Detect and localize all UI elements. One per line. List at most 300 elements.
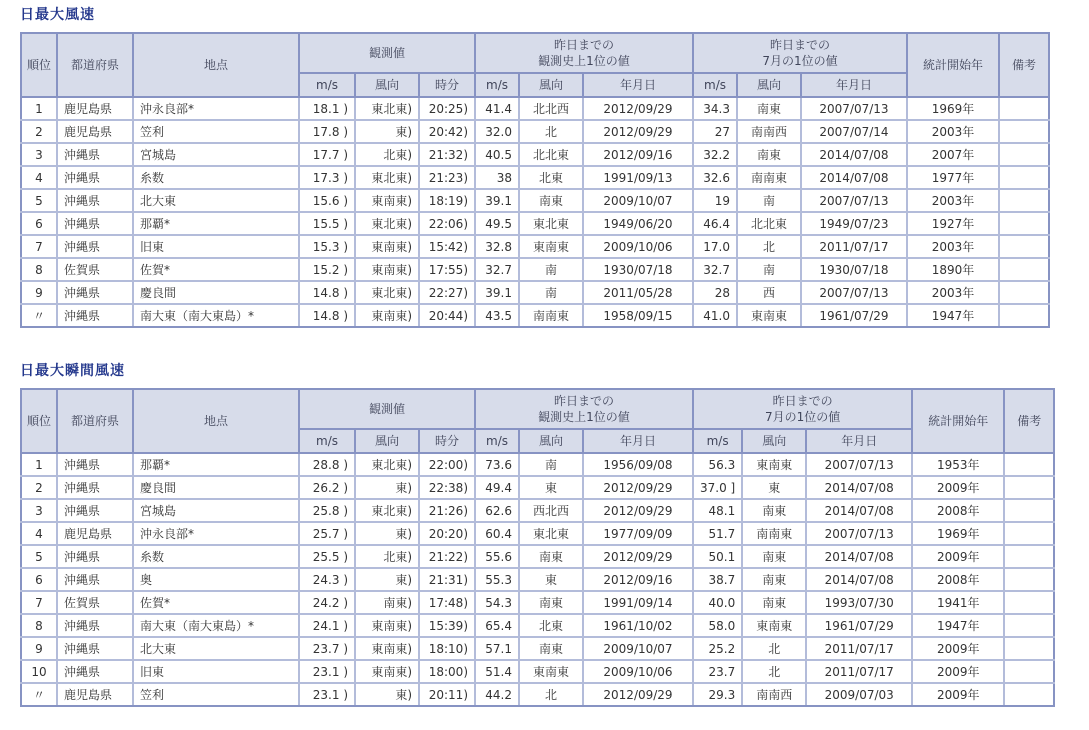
cell-record-date: 1949/06/20 — [583, 212, 693, 235]
cell-july-ms: 46.4 — [693, 212, 737, 235]
cell-start-year: 2009年 — [912, 476, 1004, 499]
cell-record-direction: 南 — [519, 281, 583, 304]
cell-july-direction: 南南西 — [737, 120, 801, 143]
cell-july-ms: 23.7 — [693, 660, 742, 683]
subheader-record-ms: m/s — [475, 73, 519, 97]
cell-remarks — [999, 235, 1049, 258]
col-header-prefecture: 都道府県 — [57, 389, 133, 453]
cell-remarks — [1004, 614, 1054, 637]
cell-observed-ms: 25.8 ) — [299, 499, 355, 522]
cell-july-date: 1961/07/29 — [801, 304, 907, 327]
cell-remarks — [1004, 683, 1054, 706]
section-daily-max-wind-speed — [20, 4, 1089, 328]
cell-rank: 3 — [21, 499, 57, 522]
table-title-daily-max-wind-speed: 日最大風速 — [20, 7, 95, 23]
record-group-line2: 観測史上1位の値 — [538, 54, 630, 68]
subheader-july-direction: 風向 — [737, 73, 801, 97]
cell-remarks — [1004, 637, 1054, 660]
cell-july-ms: 41.0 — [693, 304, 737, 327]
cell-prefecture: 沖縄県 — [57, 545, 133, 568]
cell-record-ms: 38 — [475, 166, 519, 189]
cell-july-direction: 東南東 — [742, 453, 806, 476]
cell-prefecture: 沖縄県 — [57, 143, 133, 166]
cell-remarks — [1004, 522, 1054, 545]
cell-start-year: 2009年 — [912, 637, 1004, 660]
cell-july-direction: 南 — [737, 258, 801, 281]
cell-start-year: 2009年 — [912, 660, 1004, 683]
subheader-observed-ms: m/s — [299, 429, 355, 453]
cell-remarks — [999, 120, 1049, 143]
cell-record-direction: 南東 — [519, 545, 583, 568]
cell-observed-direction: 東) — [355, 476, 419, 499]
cell-rank: 1 — [21, 97, 57, 120]
cell-start-year: 2003年 — [907, 189, 999, 212]
cell-observed-ms: 14.8 ) — [299, 304, 355, 327]
cell-station: 沖永良部* — [133, 522, 299, 545]
cell-july-direction: 北北東 — [737, 212, 801, 235]
cell-observed-time: 17:55) — [419, 258, 475, 281]
cell-record-ms: 60.4 — [475, 522, 519, 545]
cell-record-ms: 39.1 — [475, 189, 519, 212]
cell-observed-time: 21:22) — [419, 545, 475, 568]
cell-observed-ms: 26.2 ) — [299, 476, 355, 499]
cell-remarks — [999, 189, 1049, 212]
cell-prefecture: 沖縄県 — [57, 568, 133, 591]
section-daily-max-gust-speed — [20, 360, 1089, 707]
cell-record-ms: 65.4 — [475, 614, 519, 637]
cell-july-direction: 南南東 — [742, 522, 806, 545]
cell-remarks — [999, 281, 1049, 304]
col-header-prefecture: 都道府県 — [57, 33, 133, 97]
cell-record-direction: 北 — [519, 683, 583, 706]
cell-observed-direction: 東北東) — [355, 97, 419, 120]
cell-july-direction: 北 — [737, 235, 801, 258]
table-row — [21, 189, 1049, 212]
table-row — [21, 235, 1049, 258]
cell-record-date: 1930/07/18 — [583, 258, 693, 281]
subheader-observed-time: 時分 — [419, 429, 475, 453]
cell-july-ms: 29.3 — [693, 683, 742, 706]
cell-station: 佐賀* — [133, 591, 299, 614]
table-row — [21, 614, 1054, 637]
cell-july-direction: 北 — [742, 660, 806, 683]
cell-july-date: 2007/07/13 — [806, 453, 912, 476]
cell-july-ms: 19 — [693, 189, 737, 212]
cell-record-direction: 東南東 — [519, 660, 583, 683]
cell-start-year: 2009年 — [912, 545, 1004, 568]
cell-rank: 3 — [21, 143, 57, 166]
cell-station: 佐賀* — [133, 258, 299, 281]
cell-record-ms: 54.3 — [475, 591, 519, 614]
cell-record-date: 1961/10/02 — [583, 614, 693, 637]
cell-july-ms: 17.0 — [693, 235, 737, 258]
col-header-station: 地点 — [133, 389, 299, 453]
table-row — [21, 120, 1049, 143]
col-group-record — [475, 33, 693, 73]
subheader-observed-direction: 風向 — [355, 429, 419, 453]
cell-observed-ms: 17.7 ) — [299, 143, 355, 166]
cell-july-ms: 34.3 — [693, 97, 737, 120]
cell-observed-ms: 23.1 ) — [299, 683, 355, 706]
cell-observed-direction: 東) — [355, 522, 419, 545]
col-header-start-year: 統計開始年 — [912, 389, 1004, 453]
daily-max-wind-speed-table — [20, 32, 1050, 328]
cell-july-date: 2007/07/14 — [801, 120, 907, 143]
cell-july-date: 2007/07/13 — [801, 189, 907, 212]
july-group-line1: 昨日までの — [769, 37, 830, 52]
cell-station: 笠利 — [133, 120, 299, 143]
col-group-july — [693, 33, 907, 73]
cell-observed-time: 21:31) — [419, 568, 475, 591]
record-group-line2: 観測史上1位の値 — [538, 410, 630, 424]
cell-july-direction: 南東 — [742, 591, 806, 614]
table-row — [21, 212, 1049, 235]
cell-july-direction: 南東 — [742, 545, 806, 568]
cell-start-year: 2003年 — [907, 120, 999, 143]
cell-record-ms: 32.0 — [475, 120, 519, 143]
subheader-july-direction: 風向 — [742, 429, 806, 453]
cell-july-direction: 南南東 — [737, 166, 801, 189]
cell-observed-ms: 28.8 ) — [299, 453, 355, 476]
cell-observed-ms: 14.8 ) — [299, 281, 355, 304]
cell-start-year: 1977年 — [907, 166, 999, 189]
cell-station: 北大東 — [133, 637, 299, 660]
cell-observed-direction: 北東) — [355, 143, 419, 166]
cell-july-date: 2014/07/08 — [806, 499, 912, 522]
cell-july-date: 2011/07/17 — [806, 637, 912, 660]
cell-observed-ms: 24.2 ) — [299, 591, 355, 614]
cell-observed-time: 18:00) — [419, 660, 475, 683]
cell-observed-ms: 24.1 ) — [299, 614, 355, 637]
cell-observed-direction: 東南東) — [355, 304, 419, 327]
cell-prefecture: 沖縄県 — [57, 637, 133, 660]
cell-july-date: 2014/07/08 — [806, 545, 912, 568]
cell-observed-time: 21:32) — [419, 143, 475, 166]
col-header-station: 地点 — [133, 33, 299, 97]
cell-july-date: 1993/07/30 — [806, 591, 912, 614]
cell-start-year: 1941年 — [912, 591, 1004, 614]
cell-july-direction: 南東 — [742, 568, 806, 591]
cell-july-direction: 南南西 — [742, 683, 806, 706]
cell-prefecture: 沖縄県 — [57, 304, 133, 327]
cell-observed-ms: 15.6 ) — [299, 189, 355, 212]
table-row — [21, 499, 1054, 522]
cell-record-ms: 73.6 — [475, 453, 519, 476]
cell-rank: 8 — [21, 258, 57, 281]
cell-station: 南大東（南大東島）* — [133, 304, 299, 327]
cell-station: 慶良間 — [133, 476, 299, 499]
cell-observed-ms: 18.1 ) — [299, 97, 355, 120]
cell-observed-direction: 東) — [355, 568, 419, 591]
cell-rank: 6 — [21, 568, 57, 591]
cell-observed-direction: 東南東) — [355, 614, 419, 637]
cell-record-direction: 北東 — [519, 166, 583, 189]
cell-observed-time: 15:42) — [419, 235, 475, 258]
cell-rank: 〃 — [21, 683, 57, 706]
cell-remarks — [999, 97, 1049, 120]
cell-record-direction: 北北東 — [519, 143, 583, 166]
cell-record-direction: 北東 — [519, 614, 583, 637]
cell-record-direction: 西北西 — [519, 499, 583, 522]
cell-station: 北大東 — [133, 189, 299, 212]
cell-record-date: 2012/09/29 — [583, 97, 693, 120]
cell-rank: 10 — [21, 660, 57, 683]
cell-record-ms: 32.8 — [475, 235, 519, 258]
cell-record-ms: 43.5 — [475, 304, 519, 327]
cell-observed-direction: 東北東) — [355, 281, 419, 304]
cell-prefecture: 鹿児島県 — [57, 120, 133, 143]
table-row — [21, 281, 1049, 304]
cell-record-ms: 32.7 — [475, 258, 519, 281]
cell-start-year: 2009年 — [912, 683, 1004, 706]
cell-record-date: 1958/09/15 — [583, 304, 693, 327]
cell-july-date: 2011/07/17 — [806, 660, 912, 683]
cell-record-ms: 40.5 — [475, 143, 519, 166]
cell-observed-direction: 北東) — [355, 545, 419, 568]
cell-july-ms: 58.0 — [693, 614, 742, 637]
cell-start-year: 2007年 — [907, 143, 999, 166]
subheader-record-date: 年月日 — [583, 73, 693, 97]
cell-rank: 9 — [21, 281, 57, 304]
cell-july-ms: 28 — [693, 281, 737, 304]
table-row — [21, 591, 1054, 614]
cell-prefecture: 鹿児島県 — [57, 97, 133, 120]
cell-record-ms: 49.4 — [475, 476, 519, 499]
col-group-observed: 観測値 — [299, 33, 475, 73]
cell-record-date: 2012/09/29 — [583, 499, 693, 522]
cell-start-year: 2003年 — [907, 281, 999, 304]
cell-remarks — [1004, 568, 1054, 591]
table-header — [21, 33, 1049, 97]
table-row — [21, 166, 1049, 189]
july-group-line1: 昨日までの — [772, 393, 833, 408]
cell-record-date: 2009/10/07 — [583, 637, 693, 660]
cell-station: 沖永良部* — [133, 97, 299, 120]
cell-observed-time: 18:19) — [419, 189, 475, 212]
cell-observed-ms: 25.5 ) — [299, 545, 355, 568]
cell-prefecture: 沖縄県 — [57, 189, 133, 212]
cell-observed-time: 21:23) — [419, 166, 475, 189]
cell-record-ms: 55.3 — [475, 568, 519, 591]
cell-rank: 1 — [21, 453, 57, 476]
cell-rank: 8 — [21, 614, 57, 637]
cell-july-date: 1949/07/23 — [801, 212, 907, 235]
cell-start-year: 2008年 — [912, 568, 1004, 591]
cell-july-direction: 北 — [742, 637, 806, 660]
table-body — [21, 453, 1054, 706]
cell-observed-time: 21:26) — [419, 499, 475, 522]
cell-record-direction: 南東 — [519, 591, 583, 614]
table-row — [21, 304, 1049, 327]
cell-observed-ms: 15.5 ) — [299, 212, 355, 235]
cell-observed-ms: 25.7 ) — [299, 522, 355, 545]
cell-start-year: 1947年 — [907, 304, 999, 327]
cell-observed-ms: 15.3 ) — [299, 235, 355, 258]
cell-record-direction: 南東 — [519, 637, 583, 660]
cell-july-date: 2014/07/08 — [806, 476, 912, 499]
cell-july-direction: 東南東 — [737, 304, 801, 327]
subheader-observed-direction: 風向 — [355, 73, 419, 97]
cell-record-direction: 南東 — [519, 189, 583, 212]
cell-observed-direction: 東南東) — [355, 637, 419, 660]
cell-july-ms: 32.6 — [693, 166, 737, 189]
cell-start-year: 2008年 — [912, 499, 1004, 522]
cell-observed-time: 20:42) — [419, 120, 475, 143]
july-group-line2: 7月の1位の値 — [764, 410, 841, 424]
cell-july-ms: 51.7 — [693, 522, 742, 545]
cell-remarks — [1004, 476, 1054, 499]
cell-record-date: 2012/09/29 — [583, 545, 693, 568]
cell-prefecture: 佐賀県 — [57, 591, 133, 614]
col-group-record — [475, 389, 693, 429]
daily-max-gust-speed-table — [20, 388, 1055, 707]
cell-july-direction: 東南東 — [742, 614, 806, 637]
cell-remarks — [999, 258, 1049, 281]
table-body — [21, 97, 1049, 327]
cell-july-date: 2014/07/08 — [806, 568, 912, 591]
cell-prefecture: 沖縄県 — [57, 453, 133, 476]
cell-record-date: 2012/09/16 — [583, 568, 693, 591]
cell-record-direction: 南南東 — [519, 304, 583, 327]
cell-observed-time: 22:38) — [419, 476, 475, 499]
subheader-july-date: 年月日 — [806, 429, 912, 453]
subheader-record-direction: 風向 — [519, 429, 583, 453]
cell-record-direction: 南 — [519, 453, 583, 476]
col-header-remarks: 備考 — [999, 33, 1049, 97]
cell-july-date: 1961/07/29 — [806, 614, 912, 637]
cell-observed-ms: 23.7 ) — [299, 637, 355, 660]
cell-remarks — [999, 143, 1049, 166]
cell-july-direction: 南東 — [742, 499, 806, 522]
cell-rank: 5 — [21, 545, 57, 568]
record-group-line1: 昨日までの — [553, 393, 614, 408]
cell-station: 糸数 — [133, 166, 299, 189]
cell-observed-direction: 東北東) — [355, 499, 419, 522]
table-row — [21, 660, 1054, 683]
cell-start-year: 1927年 — [907, 212, 999, 235]
cell-observed-direction: 東南東) — [355, 235, 419, 258]
cell-record-direction: 東北東 — [519, 212, 583, 235]
cell-remarks — [999, 304, 1049, 327]
cell-observed-direction: 東) — [355, 683, 419, 706]
subheader-july-ms: m/s — [693, 73, 737, 97]
cell-rank: 2 — [21, 120, 57, 143]
cell-rank: 4 — [21, 166, 57, 189]
cell-observed-direction: 東南東) — [355, 258, 419, 281]
cell-record-ms: 62.6 — [475, 499, 519, 522]
cell-observed-ms: 23.1 ) — [299, 660, 355, 683]
cell-record-direction: 南 — [519, 258, 583, 281]
cell-start-year: 1890年 — [907, 258, 999, 281]
cell-station: 那覇* — [133, 212, 299, 235]
table-row — [21, 637, 1054, 660]
cell-july-date: 2007/07/13 — [801, 97, 907, 120]
cell-record-ms: 44.2 — [475, 683, 519, 706]
cell-observed-time: 17:48) — [419, 591, 475, 614]
cell-observed-time: 22:00) — [419, 453, 475, 476]
cell-observed-time: 18:10) — [419, 637, 475, 660]
cell-july-direction: 南東 — [737, 143, 801, 166]
subheader-record-direction: 風向 — [519, 73, 583, 97]
cell-prefecture: 沖縄県 — [57, 166, 133, 189]
cell-station: 旧東 — [133, 235, 299, 258]
cell-july-date: 2009/07/03 — [806, 683, 912, 706]
cell-july-ms: 38.7 — [693, 568, 742, 591]
cell-start-year: 1953年 — [912, 453, 1004, 476]
cell-record-date: 2011/05/28 — [583, 281, 693, 304]
table-row — [21, 568, 1054, 591]
cell-remarks — [1004, 660, 1054, 683]
cell-observed-time: 20:44) — [419, 304, 475, 327]
cell-remarks — [1004, 453, 1054, 476]
cell-prefecture: 沖縄県 — [57, 281, 133, 304]
cell-prefecture: 沖縄県 — [57, 614, 133, 637]
cell-rank: 9 — [21, 637, 57, 660]
cell-july-ms: 50.1 — [693, 545, 742, 568]
cell-start-year: 1969年 — [907, 97, 999, 120]
cell-record-ms: 57.1 — [475, 637, 519, 660]
cell-july-ms: 37.0 ] — [693, 476, 742, 499]
cell-start-year: 1947年 — [912, 614, 1004, 637]
cell-july-direction: 西 — [737, 281, 801, 304]
cell-prefecture: 鹿児島県 — [57, 683, 133, 706]
cell-observed-direction: 東) — [355, 120, 419, 143]
cell-record-date: 2009/10/06 — [583, 660, 693, 683]
cell-start-year: 2003年 — [907, 235, 999, 258]
cell-prefecture: 沖縄県 — [57, 499, 133, 522]
cell-july-date: 2007/07/13 — [801, 281, 907, 304]
cell-observed-ms: 15.2 ) — [299, 258, 355, 281]
cell-record-date: 1991/09/13 — [583, 166, 693, 189]
subheader-observed-ms: m/s — [299, 73, 355, 97]
col-group-july — [693, 389, 912, 429]
cell-observed-time: 22:27) — [419, 281, 475, 304]
cell-record-date: 1991/09/14 — [583, 591, 693, 614]
cell-record-ms: 39.1 — [475, 281, 519, 304]
cell-observed-ms: 17.3 ) — [299, 166, 355, 189]
cell-july-date: 1930/07/18 — [801, 258, 907, 281]
cell-rank: 〃 — [21, 304, 57, 327]
cell-july-ms: 40.0 — [693, 591, 742, 614]
cell-prefecture: 佐賀県 — [57, 258, 133, 281]
cell-record-direction: 東 — [519, 476, 583, 499]
cell-rank: 7 — [21, 591, 57, 614]
cell-july-direction: 南東 — [737, 97, 801, 120]
cell-observed-direction: 東北東) — [355, 166, 419, 189]
cell-record-ms: 55.6 — [475, 545, 519, 568]
cell-july-ms: 32.2 — [693, 143, 737, 166]
cell-observed-time: 22:06) — [419, 212, 475, 235]
cell-july-ms: 25.2 — [693, 637, 742, 660]
cell-station: 慶良間 — [133, 281, 299, 304]
cell-july-date: 2007/07/13 — [806, 522, 912, 545]
cell-observed-time: 20:11) — [419, 683, 475, 706]
col-header-start-year: 統計開始年 — [907, 33, 999, 97]
july-group-line2: 7月の1位の値 — [762, 54, 838, 68]
col-header-remarks: 備考 — [1004, 389, 1054, 453]
cell-prefecture: 沖縄県 — [57, 476, 133, 499]
cell-july-date: 2011/07/17 — [801, 235, 907, 258]
cell-station: 笠利 — [133, 683, 299, 706]
col-header-rank: 順位 — [21, 33, 57, 97]
table-row — [21, 683, 1054, 706]
cell-record-direction: 東 — [519, 568, 583, 591]
cell-observed-direction: 東南東) — [355, 189, 419, 212]
col-group-observed: 観測値 — [299, 389, 475, 429]
cell-remarks — [1004, 499, 1054, 522]
cell-record-ms: 41.4 — [475, 97, 519, 120]
cell-july-date: 2014/07/08 — [801, 166, 907, 189]
